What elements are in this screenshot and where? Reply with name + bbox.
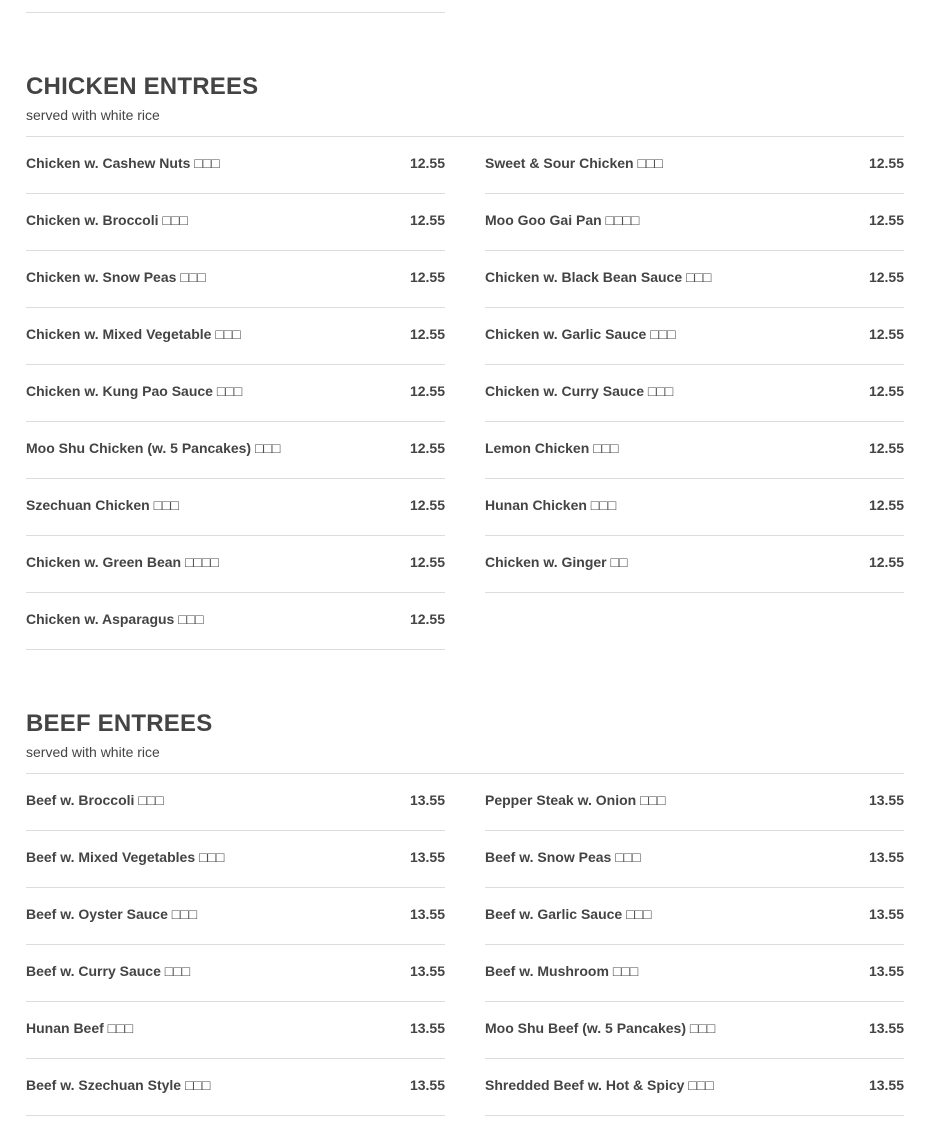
menu-item[interactable] — [26, 536, 445, 593]
menu-item-name: Beef w. Snow Peas □□□ — [485, 849, 641, 865]
menu-item-price: 12.55 — [409, 497, 445, 513]
menu-item-price: 12.55 — [409, 212, 445, 228]
menu-item-price: 12.55 — [868, 554, 904, 570]
menu-item-price: 12.55 — [868, 326, 904, 342]
menu-item-name: Chicken w. Mixed Vegetable □□□ — [26, 326, 241, 342]
menu-item[interactable] — [485, 774, 904, 831]
menu-item-price: 12.55 — [409, 611, 445, 627]
menu-item[interactable] — [26, 593, 445, 650]
top-divider — [26, 12, 445, 13]
menu-item-price: 12.55 — [868, 383, 904, 399]
menu-item-name: Beef w. Broccoli □□□ — [26, 792, 164, 808]
menu-item-price: 12.55 — [409, 269, 445, 285]
menu-item[interactable] — [26, 422, 445, 479]
menu-item-price: 13.55 — [868, 849, 904, 865]
menu-item[interactable] — [485, 831, 904, 888]
menu-item-price: 12.55 — [409, 554, 445, 570]
menu-item[interactable] — [485, 945, 904, 1002]
menu-item-name: Chicken w. Asparagus □□□ — [26, 611, 204, 627]
menu-column-left — [26, 137, 445, 650]
menu-item-price: 12.55 — [868, 155, 904, 171]
menu-item-name: Shredded Beef w. Hot & Spicy □□□ — [485, 1077, 714, 1093]
menu-column-right — [485, 137, 904, 650]
menu-item-price: 12.55 — [409, 326, 445, 342]
menu-item[interactable] — [485, 1059, 904, 1116]
menu-item-price: 12.55 — [409, 383, 445, 399]
section-subtitle: served with white rice — [26, 107, 160, 123]
menu-item-price: 13.55 — [409, 792, 445, 808]
menu-item-name: Chicken w. Snow Peas □□□ — [26, 269, 206, 285]
menu-item-name: Sweet & Sour Chicken □□□ — [485, 155, 663, 171]
menu-item[interactable] — [26, 945, 445, 1002]
menu-item-name: Chicken w. Black Bean Sauce □□□ — [485, 269, 712, 285]
menu-item-price: 12.55 — [409, 440, 445, 456]
menu-item-price: 13.55 — [409, 1020, 445, 1036]
chicken-entrees-section — [26, 73, 904, 650]
menu-item-name: Beef w. Mushroom □□□ — [485, 963, 639, 979]
menu-item-price: 12.55 — [868, 212, 904, 228]
menu-item-name: Beef w. Garlic Sauce □□□ — [485, 906, 652, 922]
section-title: BEEF ENTREES — [26, 710, 213, 737]
menu-item-price: 13.55 — [409, 1077, 445, 1093]
menu-item[interactable] — [485, 479, 904, 536]
menu-item-name: Moo Shu Beef (w. 5 Pancakes) □□□ — [485, 1020, 716, 1036]
menu-item[interactable] — [26, 1059, 445, 1116]
section-subtitle: served with white rice — [26, 744, 160, 760]
menu-item-name: Beef w. Curry Sauce □□□ — [26, 963, 191, 979]
menu-item[interactable] — [26, 479, 445, 536]
menu-item-price: 13.55 — [868, 906, 904, 922]
menu-item-name: Pepper Steak w. Onion □□□ — [485, 792, 666, 808]
menu-columns — [26, 137, 904, 650]
menu-columns — [26, 774, 904, 1116]
menu-item[interactable] — [485, 365, 904, 422]
menu-item-name: Chicken w. Cashew Nuts □□□ — [26, 155, 220, 171]
menu-item-price: 12.55 — [409, 155, 445, 171]
menu-item-name: Chicken w. Green Bean □□□□ — [26, 554, 219, 570]
menu-item[interactable] — [485, 422, 904, 479]
menu-item-price: 12.55 — [868, 497, 904, 513]
menu-column-right — [485, 774, 904, 1116]
menu-item[interactable] — [485, 536, 904, 593]
menu-item-name: Moo Shu Chicken (w. 5 Pancakes) □□□ — [26, 440, 281, 456]
menu-item[interactable] — [26, 1002, 445, 1059]
menu-item-price: 12.55 — [868, 440, 904, 456]
menu-item-price: 12.55 — [868, 269, 904, 285]
menu-item-name: Chicken w. Ginger □□ — [485, 554, 628, 570]
menu-item[interactable] — [26, 831, 445, 888]
menu-item[interactable] — [26, 137, 445, 194]
menu-item-price: 13.55 — [868, 1077, 904, 1093]
menu-item[interactable] — [26, 774, 445, 831]
menu-item-name: Chicken w. Kung Pao Sauce □□□ — [26, 383, 243, 399]
menu-item[interactable] — [26, 888, 445, 945]
menu-item-price: 13.55 — [409, 906, 445, 922]
menu-item-name: Beef w. Szechuan Style □□□ — [26, 1077, 211, 1093]
menu-item-name: Chicken w. Broccoli □□□ — [26, 212, 188, 228]
menu-column-left — [26, 774, 445, 1116]
menu-item-price: 13.55 — [868, 792, 904, 808]
menu-item-price: 13.55 — [409, 963, 445, 979]
menu-item[interactable] — [485, 1002, 904, 1059]
menu-item[interactable] — [26, 365, 445, 422]
menu-item-name: Szechuan Chicken □□□ — [26, 497, 179, 513]
menu-item[interactable] — [26, 251, 445, 308]
menu-item-price: 13.55 — [409, 849, 445, 865]
menu-item-name: Hunan Beef □□□ — [26, 1020, 134, 1036]
menu-item-price: 13.55 — [868, 1020, 904, 1036]
menu-item-name: Chicken w. Garlic Sauce □□□ — [485, 326, 676, 342]
menu-item[interactable] — [485, 194, 904, 251]
menu-item[interactable] — [485, 251, 904, 308]
menu-item-name: Beef w. Oyster Sauce □□□ — [26, 906, 198, 922]
menu-item[interactable] — [485, 888, 904, 945]
section-title: CHICKEN ENTREES — [26, 73, 259, 100]
menu-item[interactable] — [26, 194, 445, 251]
menu-item[interactable] — [485, 137, 904, 194]
menu-item-name: Beef w. Mixed Vegetables □□□ — [26, 849, 225, 865]
beef-entrees-section — [26, 710, 904, 1116]
menu-item-name: Moo Goo Gai Pan □□□□ — [485, 212, 640, 228]
menu-item-name: Hunan Chicken □□□ — [485, 497, 617, 513]
menu-item-price: 13.55 — [868, 963, 904, 979]
menu-item-name: Lemon Chicken □□□ — [485, 440, 619, 456]
menu-item-name: Chicken w. Curry Sauce □□□ — [485, 383, 674, 399]
menu-item[interactable] — [26, 308, 445, 365]
menu-item[interactable] — [485, 308, 904, 365]
